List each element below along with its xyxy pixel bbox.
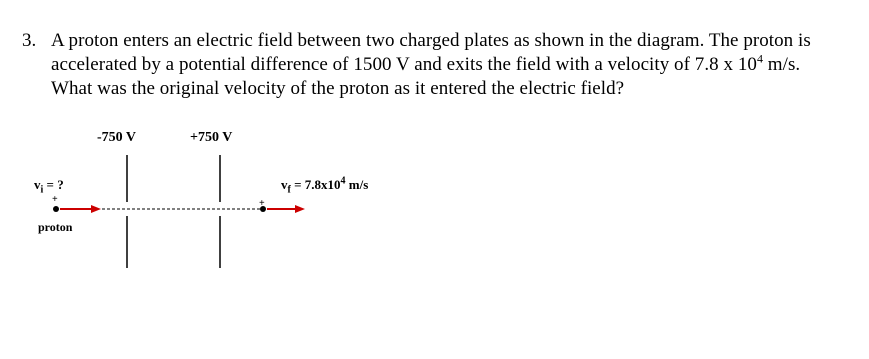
diagram-canvas [0,110,869,359]
proton-initial-charge-sign: + [52,194,58,205]
electric-field-diagram [0,110,869,359]
final-velocity-arrowhead [295,205,305,213]
left-plate-voltage-label: -750 V [97,130,137,145]
initial-velocity-label [34,177,64,196]
initial-velocity-value: = ? [43,177,64,192]
initial-velocity-symbol: v [34,177,41,192]
final-velocity-subscript: f [287,184,291,196]
proton-initial-dot [53,206,59,212]
question-line-2-text: accelerated by a potential difference of 1500 V and exits the field with a velocity of 7.8 x 10 [51,54,757,75]
initial-velocity-arrowhead [91,205,101,213]
question-text [51,29,863,101]
question-exponent: 4 [756,51,763,66]
question [0,0,869,110]
right-plate-voltage-label: +750 V [190,130,233,145]
proton-label: proton [38,220,73,234]
initial-velocity-subscript: i [40,184,44,196]
final-velocity-value: = 7.8x10 [290,177,341,192]
question-line-3: What was the original velocity of the proton as it entered the electric field? [51,78,625,99]
question-number: 3. [22,30,37,51]
final-velocity-exponent: 4 [340,175,346,187]
question-line-2 [51,53,863,77]
question-line-1: A proton enters an electric field between two charged plates as shown in the diagram. The proton is [51,30,811,51]
question-line-2-unit: m/s. [763,54,801,75]
final-velocity-unit: m/s [345,177,369,192]
final-velocity-label [281,175,369,196]
proton-final-charge-sign: + [259,198,265,209]
final-velocity-symbol: v [281,177,288,192]
